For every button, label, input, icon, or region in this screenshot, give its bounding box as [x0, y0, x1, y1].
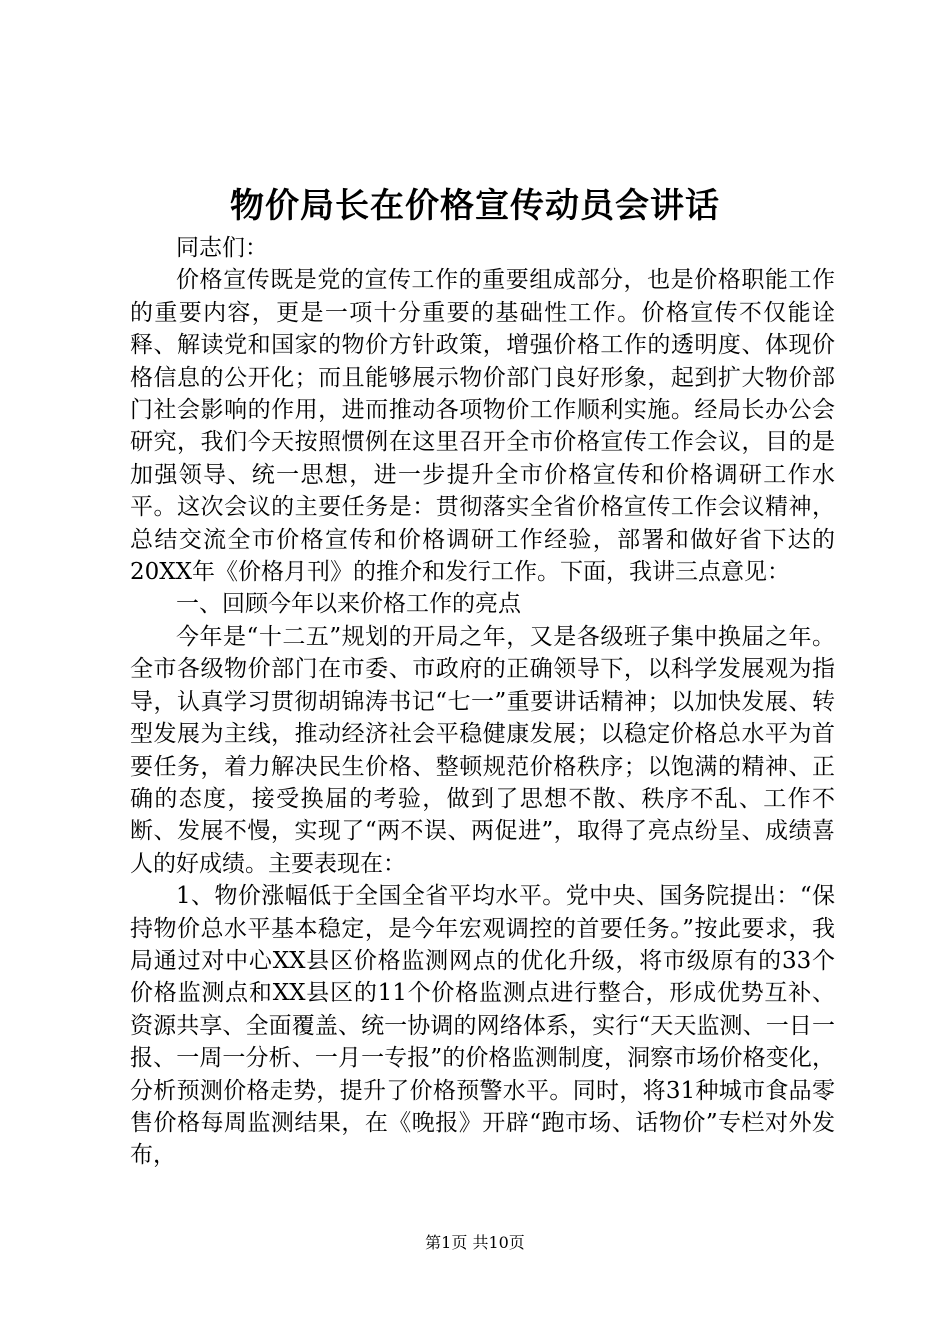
- salutation: 同志们：: [176, 235, 268, 261]
- page-footer: 第1页 共10页: [425, 1233, 525, 1252]
- document-body: [130, 232, 835, 1172]
- document-title: 物价局长在价格宣传动员会讲话: [230, 186, 720, 226]
- paragraph-intro: 价格宣传既是党的宣传工作的重要组成部分，也是价格职能工作的重要内容，更是一项十分重要的基础性工作。价格宣传不仅能诠释、解读党和国家的物价方针政策，增强价格工作的透明度、体现价格信息的公开化；而且能够展示物价部门良好形象，起到扩大物价部门社会影响的作用，进而推动各项物价工作顺利实施。经局长办公会研究，我们今天按照惯例在这里召开全市价格宣传工作会议，目的是加强领导、统一思想，进一步提升全市价格宣传和价格调研工作水平。这次会议的主要任务是：贯彻落实全省价格宣传工作会议精神，总结交流全市价格宣传和价格调研工作经验，部署和做好省下达的20XX年《价格月刊》的推介和发行工作。下面，我讲三点意见：: [130, 267, 835, 586]
- paragraph-review: 今年是“十二五”规划的开局之年，又是各级班子集中换届之年。全市各级物价部门在市委、市政府的正确领导下，以科学发展观为指导，认真学习贯彻胡锦涛书记“七一”重要讲话精神；以加快发展、转型发展为主线，推动经济社会平稳健康发展；以稳定价格总水平为首要任务，着力解决民生价格、整顿规范价格秩序；以饱满的精神、正确的态度，接受换届的考验，做到了思想不散、秩序不乱、工作不断、发展不慢，实现了“两不误、两促进”，取得了亮点纷呈、成绩喜人的好成绩。主要表现在：: [130, 623, 835, 877]
- section-heading-1: 一、回顾今年以来价格工作的亮点: [176, 591, 521, 618]
- paragraph-point-1: 1、物价涨幅低于全国全省平均水平。党中央、国务院提出：“保持物价总水平基本稳定，是今年宏观调控的首要任务。”按此要求，我局通过对中心XX县区价格监测网点的优化升级，将市级原有的33个价格监测点和XX县区的11个价格监测点进行整合，形成优势互补、资源共享、全面覆盖、统一协调的网络体系，实行“天天监测、一日一报、一周一分析、一月一专报”的价格监测制度，洞察市场价格变化，分析预测价格走势，提升了价格预警水平。同时，将31种城市食品零售价格每周监测结果，在《晚报》开辟“跑市场、话物价”专栏对外发布，: [130, 883, 835, 1169]
